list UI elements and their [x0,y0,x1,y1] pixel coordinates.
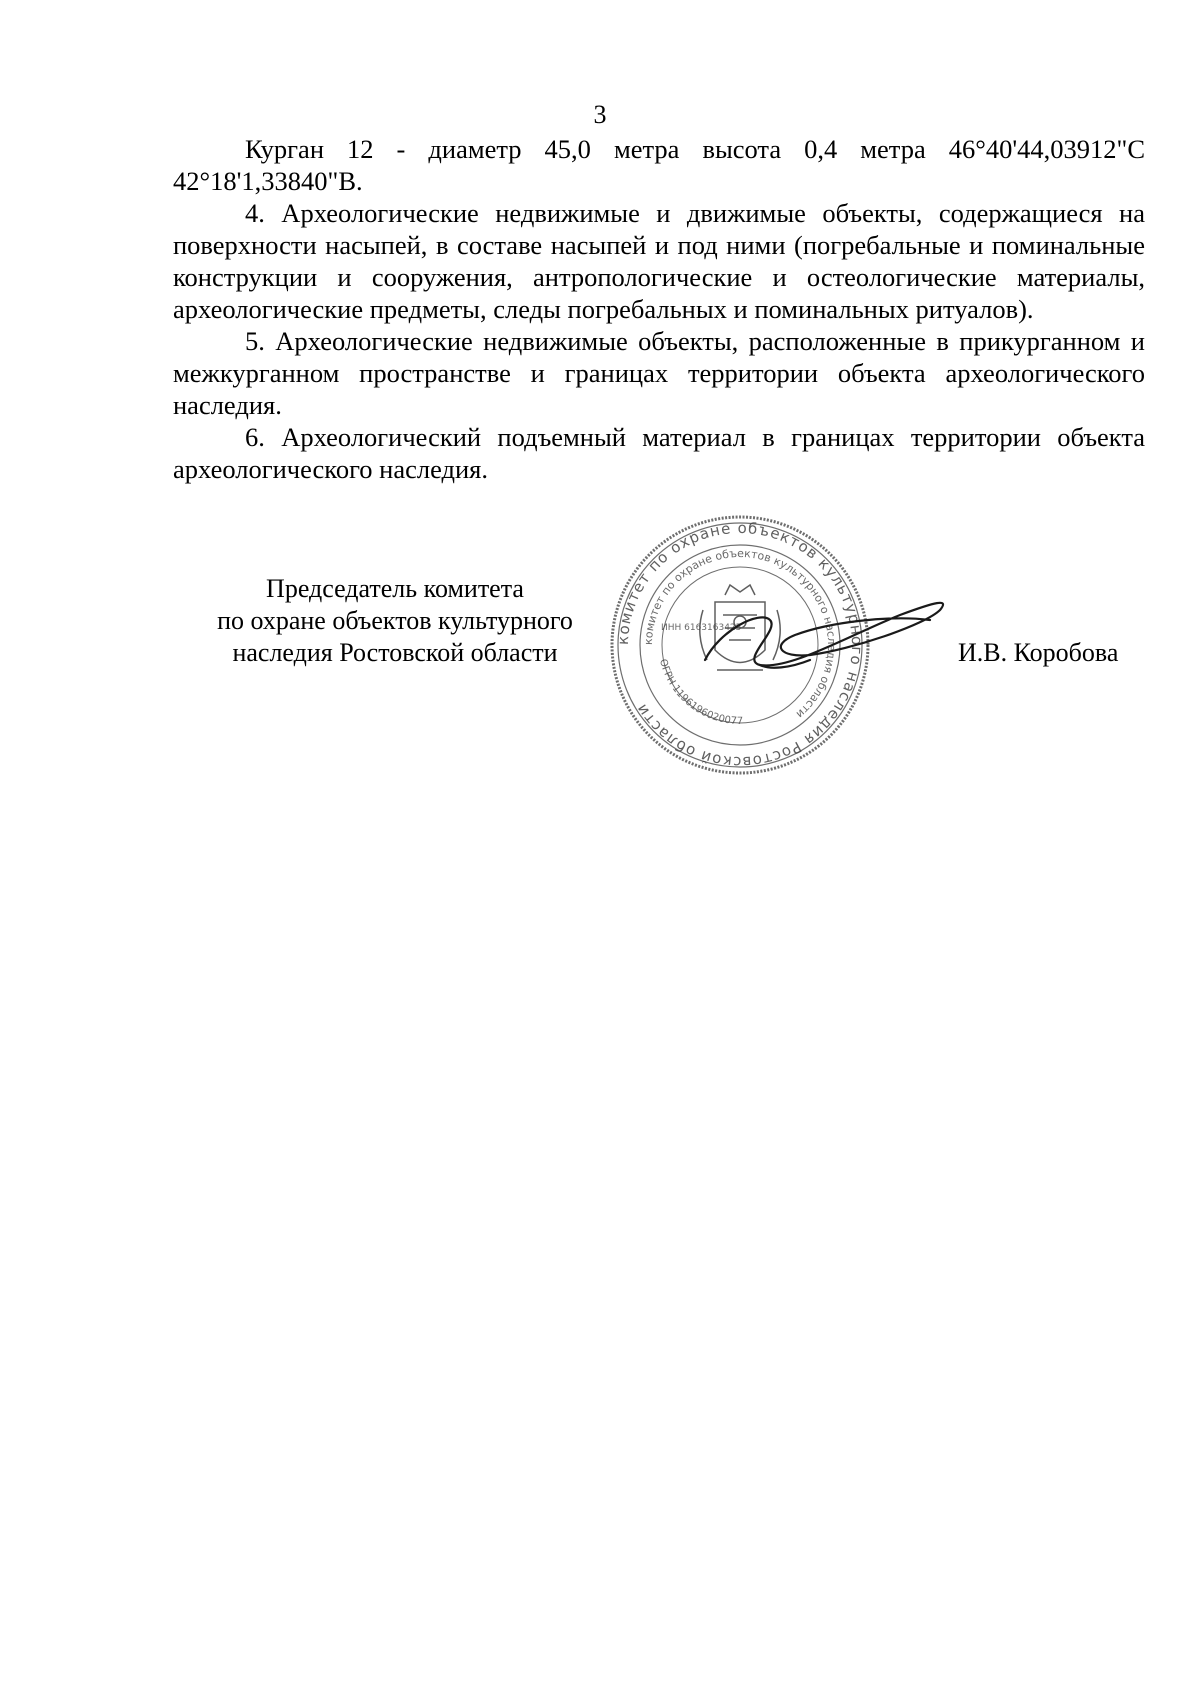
seal-inner-text: комитет по охране объектов культурного наследия области [641,546,839,721]
signer-position-line: Председатель комитета [266,574,524,603]
seal-ogrn: ОГРН 1196196020077 [657,657,744,728]
signer-position-line: наследия Ростовской области [232,638,558,667]
seal-outer-text: комитет по охране объектов культурного наследия Ростовской области [613,518,867,772]
handwritten-signature [700,590,960,680]
signer-name: И.В. Коробова [958,638,1119,667]
paragraph-item-4: 4. Археологические недвижимые и движимые объекты, содержащиеся на поверхности насыпей, в составе насыпей и под ними (погребальные и поминальные конструкции и сооружения, антропологические и остеологические материалы, археологические предметы, следы погребальных и поминальных ритуалов). [173,198,1145,324]
signer-position [150,573,640,669]
paragraph-item-6: 6. Археологический подъемный материал в границах территории объекта археологического наследия. [173,422,1145,484]
paragraph-kurgan-12: Курган 12 - диаметр 45,0 метра высота 0,4 метра 46°40'44,03912"С 42°18'1,33840"В. [173,134,1145,196]
signer-position-line: по охране объектов культурного [217,606,573,635]
seal-inn: ИНН 6163163425 [661,623,742,633]
page-number: 3 [593,100,607,129]
paragraph-item-5: 5. Археологические недвижимые объекты, расположенные в прикурганном и межкурганном пространстве и границах территории объекта археологического наследия. [173,326,1145,420]
document-body [173,133,1145,485]
